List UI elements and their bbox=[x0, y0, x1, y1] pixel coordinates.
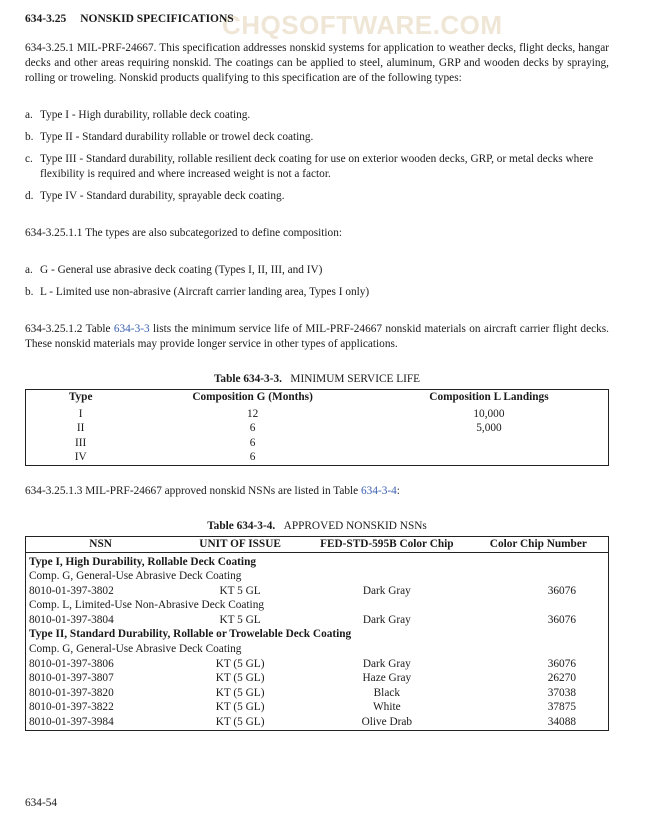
table-row: 8010-01-397-3807 KT (5 GL) Haze Gray 26270 bbox=[29, 672, 576, 685]
watermark: CHQSOFTWARE.COM bbox=[222, 10, 503, 40]
page-number: 634-54 bbox=[25, 797, 58, 809]
subgroup-row: Comp. G, General-Use Abrasive Deck Coating bbox=[29, 570, 242, 583]
column-header: Composition G (Months) bbox=[192, 391, 313, 403]
table-row: 8010-01-397-3806 KT (5 GL) Dark Gray 36076 bbox=[29, 657, 576, 670]
list-item: d. Type IV - Standard durability, sprayable deck coating. bbox=[25, 190, 285, 202]
column-header: Type bbox=[68, 391, 93, 403]
table-row: 8010-01-397-3820 KT (5 GL) Black 37038 bbox=[29, 686, 576, 699]
section-heading bbox=[25, 12, 609, 27]
list-item: a. G - General use abrasive deck coating (Types I, II, III, and IV) bbox=[25, 264, 323, 276]
table-row: I 12 10,000 bbox=[78, 407, 505, 420]
section-number: 634-3.25 bbox=[25, 13, 67, 25]
column-header: Color Chip Number bbox=[469, 536, 609, 552]
document-page bbox=[25, 12, 609, 731]
nonskid-nsn-table bbox=[25, 536, 609, 731]
column-header: FED-STD-595B Color Chip bbox=[305, 536, 469, 552]
table-row: 8010-01-397-3802 KT 5 GL Dark Gray 36076 bbox=[29, 584, 576, 597]
table-link[interactable]: 634-3-4 bbox=[361, 484, 397, 497]
column-header: NSN bbox=[26, 536, 176, 552]
paragraph-number: 634-3.25.1.1 bbox=[25, 227, 83, 239]
paragraph-634-3-25-1-2: 634-3.25.1.2 Table 634-3-3 lists the minimum service life of MIL-PRF-24667 nonskid materials on aircraft carrier flight decks. These nonskid materials may provide longer service in other types of applications. bbox=[25, 323, 609, 350]
table-row: 8010-01-397-3804 KT 5 GL Dark Gray 36076 bbox=[29, 613, 576, 626]
table-row: 8010-01-397-3822 KT (5 GL) White 37875 bbox=[29, 701, 576, 714]
table-link[interactable]: 634-3-3 bbox=[113, 323, 150, 335]
paragraph-number: 634-3.25.1 bbox=[25, 42, 74, 54]
group-row: Type I, High Durability, Rollable Deck Coating bbox=[29, 555, 257, 568]
column-header: Composition L Landings bbox=[429, 391, 549, 403]
list-item: a. Type I - High durability, rollable deck coating. bbox=[25, 109, 251, 121]
table-row: II 6 5,000 bbox=[76, 422, 502, 434]
composition-list bbox=[25, 263, 609, 300]
table-row: IV 6 bbox=[74, 451, 256, 463]
table-caption: Table 634-3-4. APPROVED NONSKID NSNs bbox=[207, 519, 427, 532]
type-list bbox=[25, 108, 609, 204]
paragraph-text: MIL-PRF-24667. This specification addresses nonskid systems for application to weather decks, flight decks, hangar decks and other areas requiring nonskid. The coatings can be applied to steel, aluminum, GRP and wooden decks by spraying, rolling or troweling. Nonskid products qualifying to this specification are of the following types: bbox=[25, 42, 609, 84]
subgroup-row: Comp. G, General-Use Abrasive Deck Coating bbox=[29, 643, 242, 656]
table-row: 8010-01-397-3984 KT (5 GL) Olive Drab 34088 bbox=[29, 716, 576, 729]
list-item: b. L - Limited use non-abrasive (Aircraft carrier landing area, Types I only) bbox=[25, 286, 370, 298]
paragraph-number: 634-3.25.1.3 bbox=[25, 484, 83, 497]
subgroup-row: Comp. L, Limited-Use Non-Abrasive Deck Coating bbox=[29, 599, 264, 612]
service-life-table bbox=[25, 389, 609, 466]
group-row: Type II, Standard Durability, Rollable or Trowelable Deck Coating bbox=[29, 628, 352, 641]
column-header: UNIT OF ISSUE bbox=[175, 536, 305, 552]
paragraph-634-3-25-1-3: 634-3.25.1.3 MIL-PRF-24667 approved nonskid NSNs are listed in Table 634-3-4: bbox=[25, 484, 400, 497]
paragraph-number: 634-3.25.1.2 bbox=[25, 323, 83, 335]
section-title: NONSKID SPECIFICATIONS bbox=[80, 13, 234, 25]
table-caption: Table 634-3-3. MINIMUM SERVICE LIFE bbox=[213, 373, 421, 385]
list-item: c. Type III - Standard durability, rollable resilient deck coating for use on exterior wooden decks, GRP, or metal decks where flexibility is required and where increased weight is not a factor. bbox=[25, 153, 594, 180]
paragraph-634-3-25-1 bbox=[25, 41, 609, 86]
list-item: b. Type II - Standard durability rollable or trowel deck coating. bbox=[25, 131, 314, 143]
paragraph-text: The types are also subcategorized to define composition: bbox=[85, 227, 342, 239]
paragraph-634-3-25-1-1 bbox=[25, 226, 609, 241]
table-row: III 6 bbox=[75, 436, 256, 449]
